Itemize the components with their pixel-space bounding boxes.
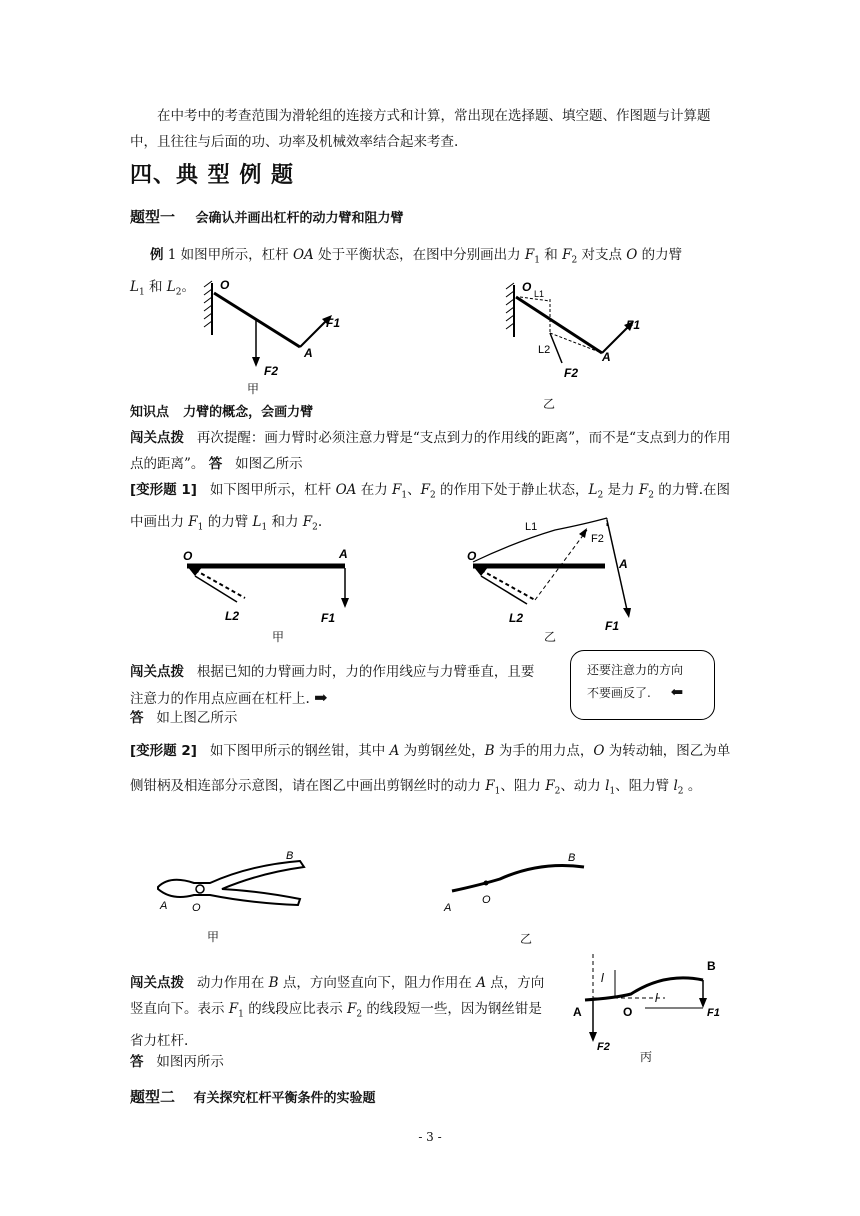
- label-o: O: [522, 280, 532, 294]
- math-a: A: [389, 743, 400, 759]
- label-l2: L2: [509, 611, 524, 625]
- variant2-label: [变形题 2]: [130, 743, 197, 759]
- variant2-text: 为转动轴，图乙为单侧钳柄及相连部分示意图，请在图乙中画出剪钢丝时的动力: [130, 743, 731, 794]
- math-o: O: [626, 247, 638, 263]
- sub: 2: [356, 1009, 363, 1020]
- example1-label: 例: [150, 247, 164, 263]
- math-oa: OA: [292, 247, 314, 263]
- sub: 1: [138, 287, 145, 298]
- label-a: A: [444, 902, 452, 914]
- math-f: F: [228, 1001, 239, 1017]
- math-l: L: [166, 278, 176, 295]
- tip1-paragraph: [130, 425, 732, 477]
- tip1-label: 闯关点拨: [130, 430, 184, 446]
- sub: 2: [597, 490, 604, 501]
- example1-text: 和: [540, 247, 563, 263]
- variant2-text: 、动力: [560, 778, 606, 794]
- label-o: O: [220, 278, 230, 292]
- caption-yi: 乙: [543, 397, 556, 411]
- math-f: F: [302, 513, 313, 530]
- caption-yi: 乙: [520, 932, 533, 946]
- knowledge-text: 力臂的概念，会画力臂: [183, 405, 314, 420]
- label-a: A: [304, 346, 313, 360]
- label-a: A: [602, 350, 611, 364]
- page-number: - 3 -: [418, 1130, 442, 1144]
- caption-jia: 甲: [247, 382, 260, 396]
- math-f: F: [347, 1001, 357, 1017]
- sub: 1: [494, 786, 501, 797]
- callout-line1: 还要注意力的方向: [587, 663, 684, 677]
- label-l2: L2: [225, 609, 240, 623]
- math-oa: OA: [335, 482, 357, 498]
- variant1-text: 是力: [603, 482, 639, 498]
- variant2-text: 如下图甲所示的钢丝钳，其中: [209, 743, 390, 759]
- knowledge-label: 知识点: [130, 405, 170, 420]
- handle-line: [452, 866, 584, 892]
- figure-lever-jia: [200, 275, 360, 385]
- label-o: O: [623, 1005, 633, 1019]
- label-o: O: [482, 894, 491, 906]
- answer-label: 答: [130, 1054, 144, 1070]
- variant1-text: 如下图甲所示，杠杆: [209, 482, 336, 498]
- math-l: L: [252, 513, 262, 530]
- type1-label: 题型一: [130, 208, 176, 226]
- variant1-label: [变形题 1]: [130, 482, 197, 498]
- variant1-text: 和力: [267, 513, 303, 530]
- label-f2: F2: [591, 533, 604, 545]
- tip3-paragraph: [130, 970, 548, 1054]
- math-f: F: [188, 513, 198, 530]
- tip2-label: 闯关点拨: [130, 664, 184, 680]
- label-o: O: [467, 549, 477, 563]
- label-f1: F1: [326, 316, 341, 330]
- figure-lever-yi: [500, 275, 660, 390]
- type1-heading: [130, 206, 403, 227]
- arrow-right-icon: ➡: [314, 688, 328, 707]
- answer-label: 答: [130, 710, 144, 726]
- label-a: A: [339, 547, 348, 561]
- math-l: l: [605, 778, 610, 794]
- label-b: B: [707, 959, 716, 973]
- sub: 2: [430, 490, 436, 501]
- sub: 1: [197, 522, 204, 533]
- tip2-answer: 如上图乙所示: [156, 710, 238, 726]
- math-f: F: [392, 482, 402, 498]
- label-f2: F2: [597, 1041, 610, 1053]
- example1-text: 对支点: [577, 247, 627, 263]
- sub: 2: [554, 786, 561, 797]
- label-f2: F2: [264, 364, 279, 378]
- label-b: B: [286, 850, 294, 862]
- math-o: O: [593, 743, 605, 759]
- sub: 2: [677, 786, 684, 797]
- math-f: F: [485, 778, 495, 794]
- answer-label: 答: [208, 456, 223, 472]
- figure-variant1-yi: [455, 510, 645, 640]
- example1-text: 的力臂: [637, 247, 683, 263]
- tip3-text: 点，方向竖直向下。表示: [130, 975, 545, 1017]
- intro-text: 在中考中的考查范围为滑轮组的连接方式和计算，常出现在选择题、填空题、作图题与计算题中，且往往与后面的功、功率及机械效率结合起来考查.: [130, 108, 711, 150]
- caption-jia: 甲: [207, 930, 220, 944]
- sub: 2: [175, 287, 182, 298]
- type2-title: 有关探究杠杆平衡条件的实验题: [193, 1091, 376, 1106]
- label-f1: F1: [707, 1007, 720, 1019]
- figure-pliers-bing: [565, 950, 735, 1055]
- label-l1: l: [655, 991, 658, 1005]
- figure-pliers-yi: [440, 845, 600, 920]
- tip2-answer-line: [130, 705, 237, 731]
- lever-oa: [214, 293, 300, 347]
- sub: 1: [261, 522, 268, 533]
- math-f: F: [524, 247, 535, 263]
- variant1-text: .: [317, 513, 323, 530]
- intro-paragraph: [130, 103, 732, 155]
- example1-text: 。: [181, 278, 195, 295]
- math-b: B: [484, 743, 495, 759]
- math-l: L: [130, 278, 139, 295]
- section-title: 四、典 型 例 题: [130, 163, 294, 188]
- label-a: A: [573, 1005, 582, 1019]
- example1-text: 和: [144, 278, 167, 295]
- tip3-text: 动力作用在: [196, 975, 269, 991]
- type2-heading: [130, 1086, 375, 1107]
- tip3-text: 的线段短一些，因为钢丝钳是省力杠杆.: [130, 1001, 542, 1049]
- math-f: F: [545, 778, 555, 794]
- math-l: L: [588, 482, 598, 498]
- variant2-text: 。: [683, 778, 702, 794]
- variant1-text: 的力臂: [203, 513, 253, 530]
- callout-bubble: [570, 650, 715, 720]
- math-f: F: [638, 482, 649, 498]
- math-a: A: [476, 975, 486, 991]
- label-b: B: [568, 852, 576, 864]
- math-f: F: [420, 482, 431, 498]
- tip2-text: 根据已知的力臂画力时，力的作用线应与力臂垂直，且要注意力的作用点应画在杠杆上.: [130, 664, 535, 707]
- variant1-text: 在力: [356, 482, 393, 498]
- label-a: A: [619, 557, 628, 571]
- math-b: B: [268, 975, 279, 991]
- math-f: F: [562, 247, 572, 263]
- label-l1: L1: [525, 521, 538, 533]
- tip3-text: 点，方向竖直向下，阻力作用在: [278, 975, 477, 991]
- label-l2: L2: [538, 344, 551, 356]
- math-l: l: [673, 778, 678, 794]
- sub: 1: [401, 490, 408, 501]
- variant2-text: 、阻力臂: [615, 778, 674, 794]
- variant1-paragraph: [变形题 1] 如下图甲所示，杠杆 OA 在力 $F_1$、$F_2$ 的作用下处于静止状态，$L_2$ 是力 $F_2$ 的力臂.在图中画出力 $F_1$ 的力臂 $L_1$ 和力 $F_2$.: [130, 482, 731, 533]
- figure-pliers-jia: [150, 845, 320, 920]
- sub: 1: [238, 1009, 244, 1020]
- arrow-left-icon: ⬅: [670, 683, 684, 701]
- tip1-text: 再次提醒：画力臂时必须注意力臂是“支点到力的作用线的距离”，而不是“支点到力的作用点的距离”。: [130, 430, 731, 472]
- label-f1: F1: [605, 619, 620, 633]
- tip3-label: 闯关点拨: [130, 975, 184, 991]
- variant2-paragraph: [130, 734, 732, 810]
- variant2-text: 为手的用力点，: [494, 743, 594, 759]
- tip3-text: 的线段应比表示: [243, 1001, 347, 1017]
- tip3-answer: 如图丙所示: [156, 1054, 224, 1070]
- type1-title: 会确认并画出杠杆的动力臂和阻力臂: [195, 211, 404, 226]
- pliers-body: [158, 861, 304, 905]
- type2-label: 题型二: [130, 1088, 176, 1106]
- knowledge-line: [130, 401, 313, 420]
- sub: 1: [609, 786, 616, 797]
- label-o: O: [192, 902, 201, 914]
- variant1-text: 的力臂.在图中画出力: [130, 482, 731, 530]
- caption-yi: 乙: [544, 630, 557, 644]
- variant1-text: 的作用下处于静止状态，: [435, 482, 589, 498]
- sub: 2: [312, 522, 318, 533]
- sub: 2: [571, 255, 578, 266]
- example1-text: 处于平衡状态，在图中分别画出力: [313, 247, 525, 263]
- label-l2: l: [601, 971, 604, 985]
- caption-bing: 丙: [640, 1050, 653, 1064]
- label-o: O: [183, 549, 193, 563]
- example1-text: 1 如图甲所示，杠杆: [163, 247, 293, 263]
- caption-jia: 甲: [272, 630, 285, 644]
- sub: 2: [648, 490, 654, 501]
- variant2-text: 、阻力: [500, 778, 546, 794]
- label-a: A: [160, 900, 168, 912]
- tip3-answer-line: [130, 1049, 224, 1075]
- variant2-text: 为剪钢丝处，: [399, 743, 485, 759]
- callout-line2: 不要画反了.: [587, 686, 651, 700]
- tip1-answer: 如图乙所示: [235, 456, 303, 472]
- label-l1: L1: [534, 289, 545, 299]
- label-f2: F2: [564, 366, 579, 380]
- label-f1: F1: [321, 611, 336, 625]
- figure-variant1-jia: [175, 530, 365, 630]
- label-f1: F1: [626, 318, 641, 332]
- sub: 1: [534, 255, 540, 266]
